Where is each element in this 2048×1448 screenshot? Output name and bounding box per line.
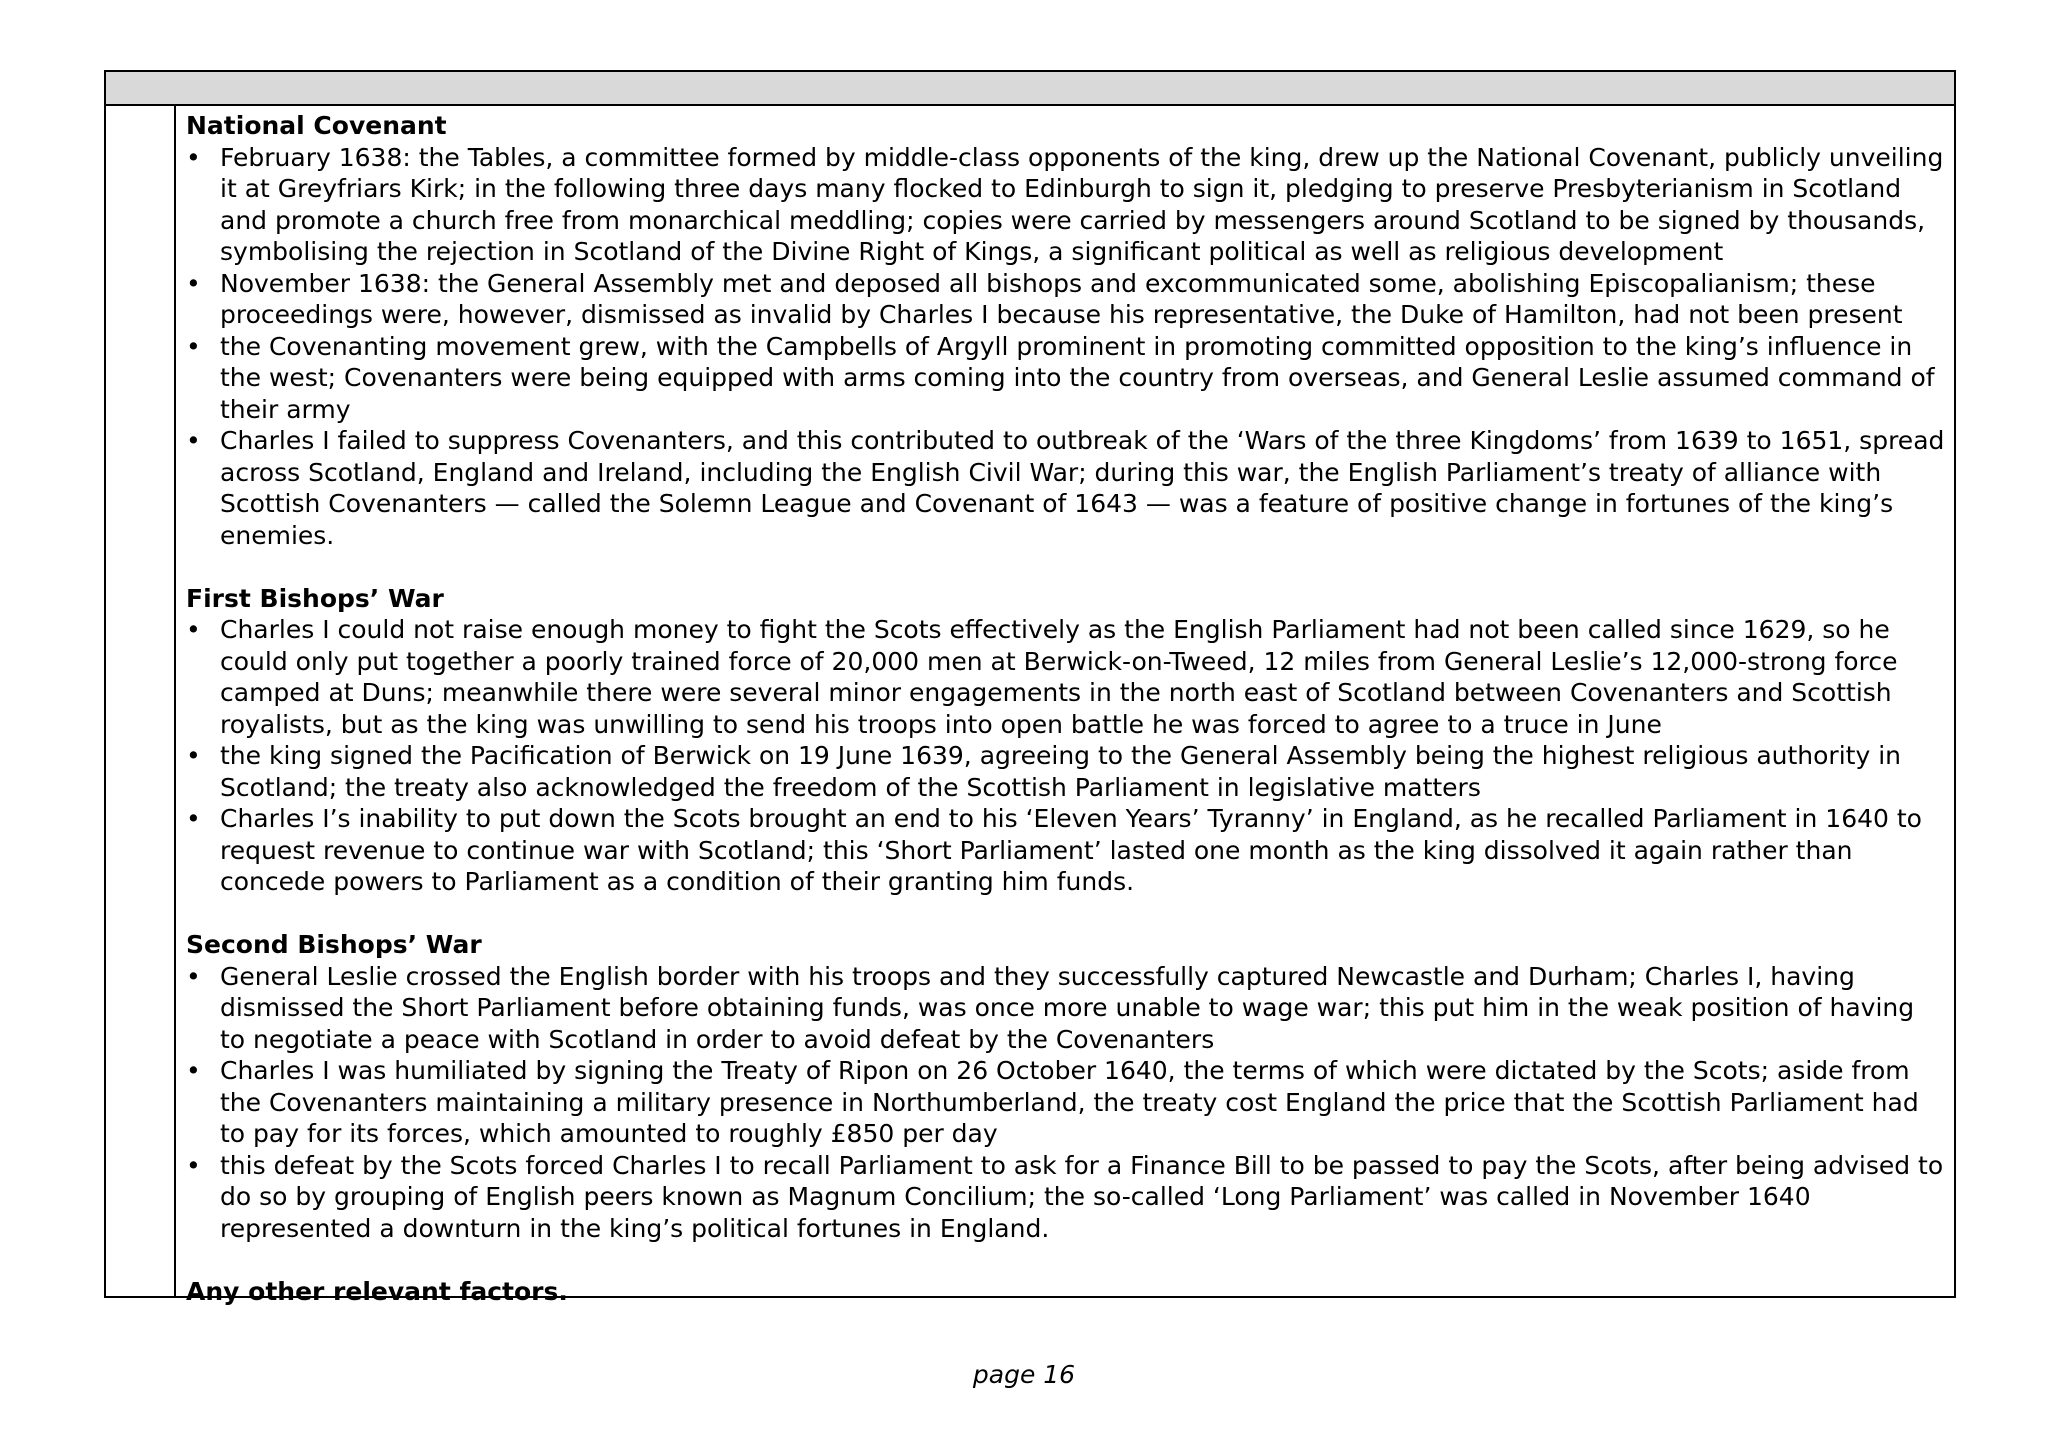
bullet-list <box>186 614 1946 898</box>
section-first-bishops-war <box>186 583 1946 898</box>
bullet-item: • February 1638: the Tables, a committee formed by middle-class opponents of the king, drew up the National Covenant, publicly unveiling it at Greyfriars Kirk; in the following three days many flocked to Edinburgh to sign it, pledging to preserve Presbyterianism in Scotland and promote a church free from monarchical meddling; copies were carried by messengers around Scotland to be signed by thousands, symbolising the rejection in Scotland of the Divine Right of Kings, a significant political as well as religious development <box>186 142 1946 268</box>
bullet-item: • Charles I could not raise enough money to fight the Scots effectively as the English Parliament had not been called since 1629, so he could only put together a poorly trained force of 20,000 men at Berwick-on-Tweed, 12 miles from General Leslie’s 12,000-strong force camped at Duns; meanwhile there were several minor engagements in the north east of Scotland between Covenanters and Scottish royalists, but as the king was unwilling to send his troops into open battle he was forced to agree to a truce in June <box>186 614 1946 740</box>
table-header-band <box>106 72 1954 106</box>
bullet-item: • Charles I was humiliated by signing the Treaty of Ripon on 26 October 1640, the terms of which were dictated by the Scots; aside from the Covenanters maintaining a military presence in Northumberland, the treaty cost England the price that the Scottish Parliament had to pay for its forces, which amounted to roughly £850 per day <box>186 1055 1946 1150</box>
page-number: page 16 <box>972 1360 1076 1389</box>
section-national-covenant <box>186 110 1946 551</box>
bullet-item: • Charles I’s inability to put down the Scots brought an end to his ‘Eleven Years’ Tyranny’ in England, as he recalled Parliament in 1640 to request revenue to continue war with Scotland; this ‘Short Parliament’ lasted one month as the king dissolved it again rather than concede powers to Parliament as a condition of their granting him funds. <box>186 803 1946 898</box>
section-heading: First Bishops’ War <box>186 583 444 613</box>
other-factors-note: Any other relevant factors. <box>186 1276 568 1306</box>
bullet-item: • the king signed the Pacification of Berwick on 19 June 1639, agreeing to the General Assembly being the highest religious authority in Scotland; the treaty also acknowledged the freedom of the Scottish Parliament in legislative matters <box>186 740 1946 803</box>
marking-table <box>104 70 1956 1306</box>
bullet-list <box>186 961 1946 1245</box>
section-second-bishops-war <box>186 929 1946 1244</box>
bullet-list <box>186 142 1946 552</box>
table-left-column <box>106 106 176 1296</box>
table-content-cell <box>186 110 1946 1307</box>
section-heading: National Covenant <box>186 111 447 140</box>
bullet-item: • this defeat by the Scots forced Charles I to recall Parliament to ask for a Finance Bill to be passed to pay the Scots, after being advised to do so by grouping of English peers known as Magnum Concilium; the so-called ‘Long Parliament’ was called in November 1640 represented a downturn in the king’s political fortunes in England. <box>186 1150 1946 1245</box>
bullet-item: • November 1638: the General Assembly met and deposed all bishops and excommunicated some, abolishing Episcopalianism; these proceedings were, however, dismissed as invalid by Charles I because his representative, the Duke of Hamilton, had not been present <box>186 268 1946 331</box>
bullet-item: • General Leslie crossed the English border with his troops and they successfully captured Newcastle and Durham; Charles I, having dismissed the Short Parliament before obtaining funds, was once more unable to wage war; this put him in the weak position of having to negotiate a peace with Scotland in order to avoid defeat by the Covenanters <box>186 961 1946 1056</box>
bullet-item: • Charles I failed to suppress Covenanters, and this contributed to outbreak of the ‘Wars of the three Kingdoms’ from 1639 to 1651, spread across Scotland, England and Ireland, including the English Civil War; during this war, the English Parliament’s treaty of alliance with Scottish Covenanters — called the Solemn League and Covenant of 1643 — was a feature of positive change in fortunes of the king’s enemies. <box>186 425 1946 551</box>
section-heading: Second Bishops’ War <box>186 930 482 959</box>
bullet-item: • the Covenanting movement grew, with the Campbells of Argyll prominent in promoting committed opposition to the king’s influence in the west; Covenanters were being equipped with arms coming into the country from overseas, and General Leslie assumed command of their army <box>186 331 1946 426</box>
